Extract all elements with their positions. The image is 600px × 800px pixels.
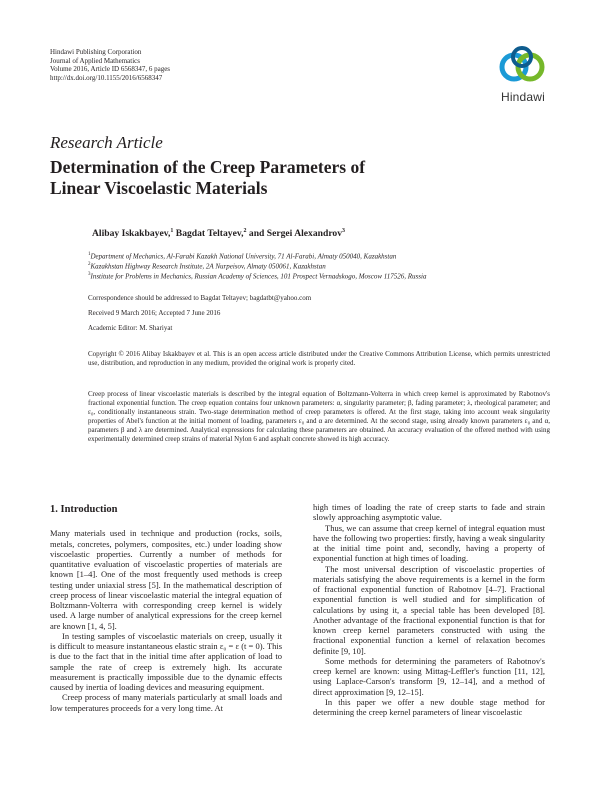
article-title <box>50 157 550 199</box>
hindawi-rings-icon <box>490 40 556 90</box>
body-paragraph: In testing samples of viscoelastic materials on creep, usually it is difficult to measure instantaneous elastic strain ε₀ = ε (t = 0). This is due to the fact that in the initial time after application of load to sample the rate of creep is extremely high. Its accurate measurement is practically impossible due to the dynamic effects caused by inertia of loading devices and measuring equipment. <box>50 630 282 692</box>
copyright-notice: Copyright © 2016 Alibay Iskakbayev et al. This is an open access article distributed under the Creative Commons Attribution License, which permits unrestricted use, distribution, and reproduction in any medium, provided the original work is properly cited. <box>88 350 550 367</box>
affiliation-text: Department of Mechanics, Al-Farabi Kazakh National University, 71 Al-Farabi, Almaty 050040, Kazakhstan <box>90 252 397 261</box>
affiliation-mark: 1 <box>88 252 91 257</box>
affiliation <box>88 261 550 271</box>
doi-link[interactable]: http://dx.doi.org/10.1155/2016/6568347 <box>50 73 163 82</box>
title-line: Determination of the Creep Parameters of <box>50 157 366 177</box>
body-paragraph: Many materials used in technique and production (rocks, soils, metals, concretes, polymers, composites, etc.) under loading show viscoelastic properties. Currently a number of methods for quantitative evaluation of viscoelastic properties of materials are known [1–4]. One of the most frequently used methods is creep testing under uniaxial stress [5]. In the mathematical description of creep process of linear viscoelastic material the integral equation of Boltzmann-Volterra with corresponding creep kernel is widely used. A large number of analytical expressions for the creep kernel are known [1, 4, 5]. <box>50 528 282 631</box>
body-paragraph: Creep process of many materials particularly at small loads and low temperatures proceeds for a very long time. At <box>50 692 282 713</box>
body-paragraph: The most universal description of viscoelastic properties of materials satisfying the above requirements is a kernel in the form of fractional exponential function of Rabotnov [4–7]. Fractional exponential function is well studied and for simplification of calculations by using it, a special table has been developed [8]. Another advantage of the fractional exponential function is that for known creep kernel parameters constructed with using the fractional exponential function a kernel of relaxation becomes definite [9, 10]. <box>313 563 545 656</box>
title-line: Linear Viscoelastic Materials <box>50 178 268 198</box>
author-name: and Sergei Alexandrov <box>246 228 343 240</box>
affiliations <box>88 251 550 281</box>
author-list <box>92 228 345 239</box>
author-affil-mark: 2 <box>243 228 247 234</box>
journal-name: Journal of Applied Mathematics <box>50 56 141 65</box>
logo-text: Hindawi <box>500 90 546 104</box>
body-paragraph: Thus, we can assume that creep kernel of integral equation must have the following two properties: firstly, having a weak singularity at the initial time point and, secondly, having a property of exponential function at high times of loading. <box>313 522 545 564</box>
academic-editor: Academic Editor: M. Shariyat <box>88 324 173 332</box>
volume-info: Volume 2016, Article ID 6568347, 6 pages <box>50 65 171 74</box>
body-paragraph: In this paper we offer a new double stage method for determining the creep kernel parameters of linear viscoelastic <box>313 696 545 717</box>
affiliation-mark: 2 <box>88 262 91 268</box>
author-affil-mark: 3 <box>342 228 346 234</box>
author-affil-mark: 1 <box>170 228 174 234</box>
hindawi-logo <box>490 40 556 108</box>
affiliation-text: Kazakhstan Highway Research Institute, 2A Nurpeisov, Almaty 050061, Kazakhstan <box>90 262 326 271</box>
affiliation-text: Institute for Problems in Mechanics, Russian Academy of Sciences, 101 Prospect Vernadskogo, Moscow 117526, Russia <box>90 272 427 281</box>
correspondence: Correspondence should be addressed to Bagdat Teltayev; bagdatbt@yahoo.com <box>88 294 312 302</box>
affiliation <box>88 271 550 281</box>
section-heading: 1. Introduction <box>50 504 118 515</box>
body-column-right <box>313 502 545 717</box>
affiliation-mark: 3 <box>88 272 91 278</box>
body-column-left <box>50 502 282 713</box>
body-paragraph: high times of loading the rate of creep starts to fade and strain slowly approaching asymptotic value. <box>313 502 545 523</box>
publisher-name: Hindawi Publishing Corporation <box>50 48 142 56</box>
received-accepted-dates: Received 9 March 2016; Accepted 7 June 2016 <box>88 309 221 317</box>
abstract: Creep process of linear viscoelastic materials is described by the integral equation of Boltzmann-Volterra in which creep kernel is approximated by Rabotnov's fractional exponential function. The creep equation contains four unknown parameters: α, singularity parameter; β, fading parameter; λ, rheological parameter; and ε₀, conditionally instantaneous strain. Two-stage determination method of creep parameters is offered. At the first stage, taking into account weak singularity properties of Abel's function at the initial moment of loading, parameters ε₀ and α are determined. At the second stage, using already known parameters ε₀ and α, parameters β and λ are determined. Analytical expressions for calculating these parameters are obtained. An accuracy evaluation of the offered method with using experimentally determined creep strains of material Nylon 6 and asphalt concrete showed its high accuracy. <box>88 390 550 443</box>
author-name: Alibay Iskakbayev, <box>92 228 171 240</box>
article-type: Research Article <box>50 133 163 152</box>
author-name: Bagdat Teltayev, <box>173 228 244 240</box>
affiliation <box>88 251 550 261</box>
journal-header <box>50 48 170 82</box>
body-paragraph: Some methods for determining the parameters of Rabotnov's creep kernel are known: using Mittag-Leffler's function [11, 12], using Laplace-Carson's transform [9, 12–14], and a method of direct approximation [9, 12–15]. <box>313 655 545 697</box>
